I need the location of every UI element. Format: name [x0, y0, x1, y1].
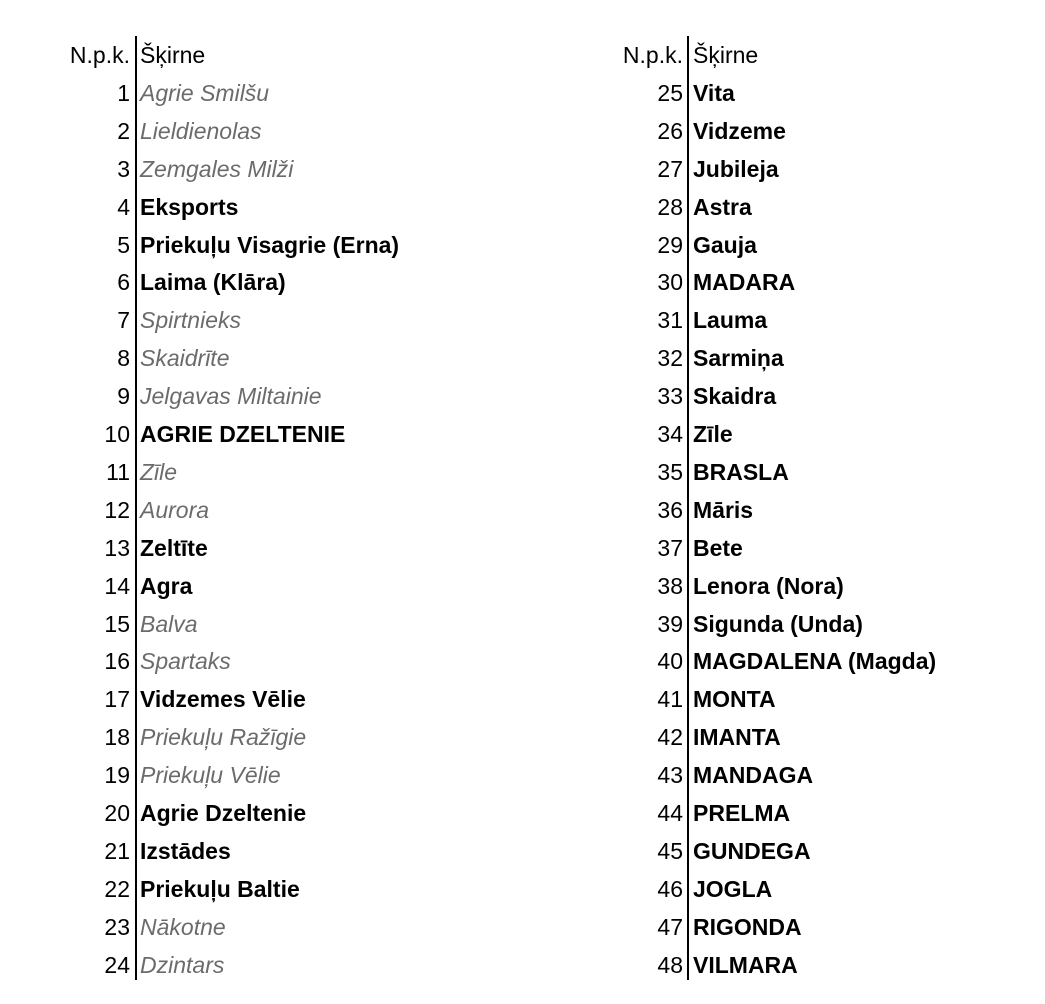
item-number: 44	[657, 800, 683, 826]
item-number: 37	[657, 535, 683, 561]
variety-name: MONTA	[693, 686, 776, 712]
list-item	[0, 263, 480, 301]
item-number: 4	[117, 194, 130, 220]
variety-name: AGRIE DZELTENIE	[140, 421, 346, 447]
variety-name: Spirtnieks	[140, 307, 241, 333]
list-item	[0, 188, 480, 226]
list-item	[0, 642, 480, 680]
list-item	[0, 74, 480, 112]
item-number: 42	[657, 724, 683, 750]
list-item	[0, 870, 480, 908]
variety-header: Šķirne	[140, 42, 206, 68]
number-header: N.p.k.	[69, 42, 130, 68]
list-item	[0, 794, 480, 832]
variety-name: Gauja	[693, 232, 757, 258]
item-number: 14	[104, 573, 130, 599]
item-number: 48	[657, 952, 683, 978]
variety-name: Agrie Smilšu	[140, 80, 270, 106]
list-item	[0, 718, 480, 756]
item-number: 32	[657, 345, 683, 371]
variety-name: RIGONDA	[693, 914, 802, 940]
list-item	[0, 339, 480, 377]
variety-name: Priekuļu Ražīgie	[140, 724, 307, 750]
list-item	[553, 794, 1033, 832]
item-number: 16	[104, 648, 130, 674]
variety-name: Aurora	[140, 497, 210, 523]
list-item	[553, 529, 1033, 567]
item-number: 20	[104, 800, 130, 826]
list-item	[553, 567, 1033, 605]
variety-name: Priekuļu Vēlie	[140, 762, 281, 788]
item-number: 9	[117, 383, 130, 409]
list-item	[553, 718, 1033, 756]
list-item	[0, 377, 480, 415]
item-number: 27	[657, 156, 683, 182]
table-header-right	[553, 36, 1033, 74]
item-number: 38	[657, 573, 683, 599]
variety-name: PRELMA	[693, 800, 791, 826]
item-number: 43	[657, 762, 683, 788]
item-number: 7	[117, 307, 130, 333]
variety-name: Laima (Klāra)	[140, 269, 286, 295]
variety-name: Eksports	[140, 194, 239, 220]
variety-name: Vidzemes Vēlie	[140, 686, 306, 712]
item-number: 35	[657, 459, 683, 485]
variety-name: Bete	[693, 535, 743, 561]
variety-name: IMANTA	[693, 724, 781, 750]
item-number: 26	[657, 118, 683, 144]
item-number: 29	[657, 232, 683, 258]
variety-name: Agra	[140, 573, 193, 599]
list-item	[0, 567, 480, 605]
item-number: 30	[657, 269, 683, 295]
item-number: 22	[104, 876, 130, 902]
item-number: 1	[117, 80, 130, 106]
variety-name: Lenora (Nora)	[693, 573, 844, 599]
list-item	[553, 301, 1033, 339]
item-number: 25	[657, 80, 683, 106]
list-item	[0, 150, 480, 188]
list-item	[0, 908, 480, 946]
variety-name: Spartaks	[140, 648, 231, 674]
list-item	[553, 150, 1033, 188]
item-number: 46	[657, 876, 683, 902]
item-number: 34	[657, 421, 683, 447]
variety-name: JOGLA	[693, 876, 773, 902]
list-item	[553, 339, 1033, 377]
list-item	[553, 946, 1033, 984]
item-number: 21	[104, 838, 130, 864]
item-number: 31	[657, 307, 683, 333]
list-item	[553, 377, 1033, 415]
item-number: 3	[117, 156, 130, 182]
item-number: 11	[106, 459, 130, 485]
list-item	[553, 112, 1033, 150]
variety-name: Jelgavas Miltainie	[140, 383, 322, 409]
variety-name: Skaidrīte	[140, 345, 230, 371]
list-item	[553, 263, 1033, 301]
item-number: 10	[104, 421, 130, 447]
variety-name: Zemgales Milži	[140, 156, 294, 182]
variety-name: VILMARA	[693, 952, 798, 978]
item-number: 39	[657, 611, 683, 637]
list-item	[0, 491, 480, 529]
variety-name: Jubileja	[693, 156, 779, 182]
item-number: 47	[657, 914, 683, 940]
variety-header: Šķirne	[693, 42, 759, 68]
variety-name: Vita	[693, 80, 735, 106]
variety-name: BRASLA	[693, 459, 789, 485]
list-item	[553, 415, 1033, 453]
item-number: 19	[104, 762, 130, 788]
list-item	[0, 301, 480, 339]
variety-name: Priekuļu Visagrie (Erna)	[140, 232, 400, 258]
item-number: 6	[117, 269, 130, 295]
list-item	[0, 453, 480, 491]
list-item	[0, 529, 480, 567]
variety-name: Sigunda (Unda)	[693, 611, 863, 637]
list-item	[553, 453, 1033, 491]
list-item	[0, 605, 480, 643]
list-item	[553, 74, 1033, 112]
item-number: 28	[657, 194, 683, 220]
variety-name: Nākotne	[140, 914, 226, 940]
variety-name: MADARA	[693, 269, 796, 295]
variety-name: Dzintars	[140, 952, 225, 978]
list-item	[0, 415, 480, 453]
item-number: 23	[104, 914, 130, 940]
variety-name: Māris	[693, 497, 754, 523]
list-item	[553, 832, 1033, 870]
variety-name: Zīle	[693, 421, 733, 447]
variety-name: GUNDEGA	[693, 838, 811, 864]
item-number: 2	[117, 118, 130, 144]
item-number: 24	[104, 952, 130, 978]
item-number: 15	[104, 611, 130, 637]
variety-name: Priekuļu Baltie	[140, 876, 300, 902]
list-item	[553, 870, 1033, 908]
list-item	[553, 188, 1033, 226]
list-item	[0, 756, 480, 794]
list-item	[553, 908, 1033, 946]
item-number: 12	[104, 497, 130, 523]
list-item	[553, 642, 1033, 680]
number-header: N.p.k.	[622, 42, 683, 68]
variety-name: MAGDALENA (Magda)	[693, 648, 937, 674]
list-item	[553, 226, 1033, 264]
item-number: 41	[657, 686, 683, 712]
variety-name: Vidzeme	[693, 118, 786, 144]
variety-name: Astra	[693, 194, 752, 220]
item-number: 45	[657, 838, 683, 864]
item-number: 33	[657, 383, 683, 409]
variety-name: MANDAGA	[693, 762, 814, 788]
list-item	[553, 605, 1033, 643]
list-item	[0, 112, 480, 150]
variety-name: Balva	[140, 611, 198, 637]
variety-name: Zīle	[140, 459, 178, 485]
variety-name: Zeltīte	[140, 535, 208, 561]
item-number: 13	[104, 535, 130, 561]
variety-name: Lieldienolas	[140, 118, 262, 144]
list-item	[0, 832, 480, 870]
item-number: 5	[117, 232, 130, 258]
variety-name: Agrie Dzeltenie	[140, 800, 307, 826]
variety-name: Sarmiņa	[693, 345, 784, 371]
variety-name: Skaidra	[693, 383, 777, 409]
variety-name: Lauma	[693, 307, 768, 333]
list-item	[553, 756, 1033, 794]
list-item	[553, 680, 1033, 718]
item-number: 18	[104, 724, 130, 750]
list-item	[0, 946, 480, 984]
list-item	[0, 680, 480, 718]
item-number: 40	[657, 648, 683, 674]
list-item	[553, 491, 1033, 529]
table-header-left	[0, 36, 480, 74]
variety-name: Izstādes	[140, 838, 231, 864]
item-number: 8	[117, 345, 130, 371]
item-number: 17	[104, 686, 130, 712]
list-item	[0, 226, 480, 264]
item-number: 36	[657, 497, 683, 523]
